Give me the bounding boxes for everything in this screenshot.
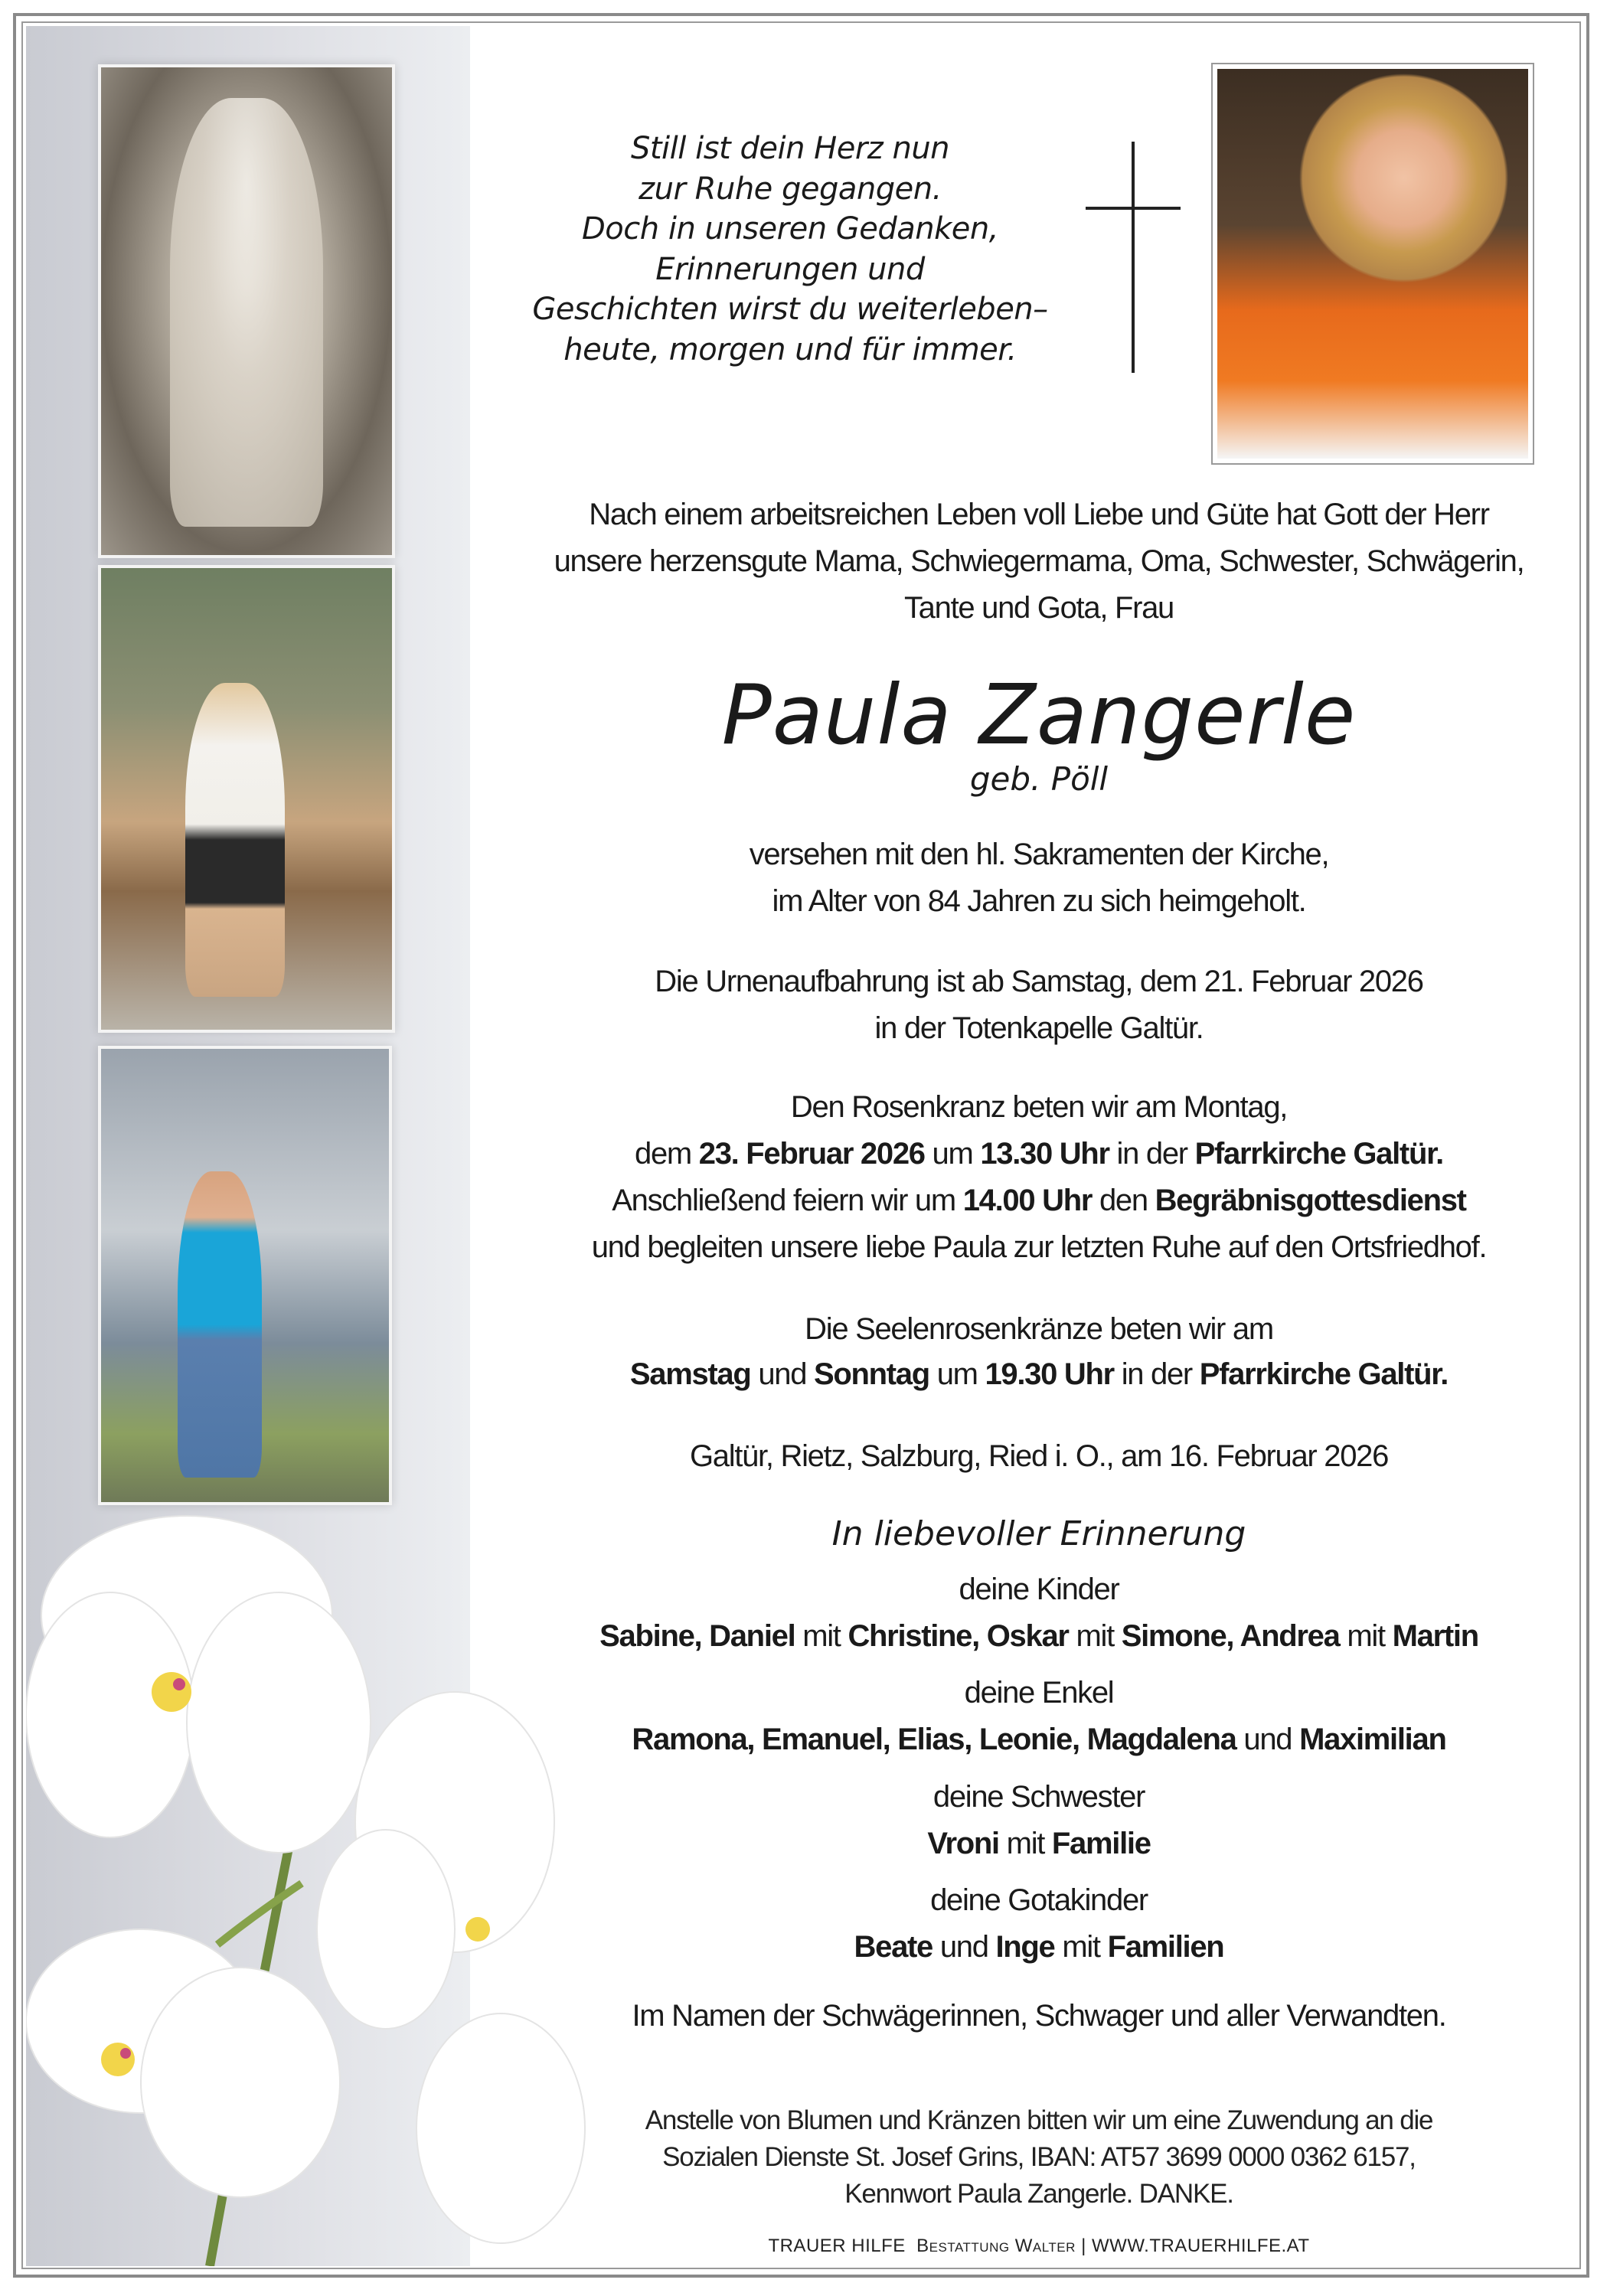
rosary-line: [488, 1181, 1590, 1220]
sister-names: [488, 1824, 1590, 1863]
company-name: Bestattung Walter: [916, 2236, 1076, 2256]
bold-text: Vroni: [927, 1827, 999, 1860]
donation-line: Sozialen Dienste St. Josef Grins, IBAN: AT57 3699 0000 0362 6157,: [662, 2142, 1416, 2172]
bold-text: Pfarrkirche Galtür.: [1199, 1357, 1449, 1391]
text: Anschließend feiern wir um: [612, 1184, 963, 1217]
poem-line: Geschichten wirst du weiterleben–: [532, 292, 1048, 327]
bold-text: Maximilian: [1299, 1723, 1446, 1756]
text: und: [750, 1357, 814, 1391]
poem-line: zur Ruhe gegangen.: [639, 171, 942, 207]
footer-separator: |: [1081, 2236, 1086, 2256]
grandchildren-names: [488, 1720, 1590, 1759]
main-text: [488, 0, 1590, 2296]
bold-text: Sonntag: [813, 1357, 929, 1391]
funeral-home-footer: [488, 2236, 1590, 2257]
sister-label: deine Schwester: [933, 1780, 1145, 1814]
bold-text: Sabine, Daniel: [599, 1619, 795, 1653]
children-names: [488, 1617, 1590, 1655]
godchildren-names: [488, 1928, 1590, 1966]
deceased-name: Paula Zangerle: [721, 668, 1357, 763]
rosary-line: [488, 1135, 1590, 1173]
donation-line: Kennwort Paula Zangerle. DANKE.: [844, 2179, 1233, 2209]
bold-text: Begräbnisgottesdienst: [1155, 1184, 1466, 1217]
place-date: Galtür, Rietz, Salzburg, Ried i. O., am 16. Februar 2026: [689, 1439, 1389, 1473]
text: mit: [795, 1619, 848, 1653]
text: Den Rosenkranz beten wir am Montag,: [790, 1090, 1288, 1124]
soul-rosary-line: [488, 1310, 1590, 1348]
sacraments-line: im Alter von 84 Jahren zu sich heimgeholt.: [772, 884, 1306, 918]
childhood-photo: [98, 64, 395, 558]
bold-text: 23. Februar 2026: [698, 1137, 925, 1171]
text: dem: [635, 1137, 699, 1171]
rosary-line: [488, 1228, 1590, 1266]
sacraments-line: versehen mit den hl. Sakramenten der Kirche,: [749, 838, 1329, 871]
bold-text: Samstag: [629, 1357, 751, 1391]
text: um: [929, 1357, 985, 1391]
text: Die Seelenrosenkränze beten wir am: [805, 1312, 1273, 1346]
bold-text: 13.30 Uhr: [980, 1137, 1109, 1171]
text: in der: [1113, 1357, 1200, 1391]
brand-name: TRAUER HILFE: [768, 2236, 906, 2256]
maiden-name: geb. Pöll: [969, 760, 1109, 798]
bold-text: Martin: [1392, 1619, 1478, 1653]
children-label: deine Kinder: [959, 1573, 1119, 1606]
website-link[interactable]: WWW.TRAUERHILFE.AT: [1092, 2236, 1310, 2256]
bold-text: Familie: [1051, 1827, 1151, 1860]
poem-line: Erinnerungen und: [655, 251, 925, 287]
bold-text: Christine, Oskar: [848, 1619, 1069, 1653]
poem-line: Doch in unseren Gedanken,: [582, 211, 998, 247]
viewing-line: Die Urnenaufbahrung ist ab Samstag, dem 21. Februar 2026: [655, 965, 1423, 998]
viewing-line: in der Totenkapelle Galtür.: [874, 1011, 1204, 1045]
text: um: [924, 1137, 981, 1171]
text: in der: [1109, 1137, 1195, 1171]
text: und: [933, 1930, 996, 1964]
text: den: [1092, 1184, 1155, 1217]
poem-line: Still ist dein Herz nun: [630, 131, 950, 166]
text: mit: [998, 1827, 1052, 1860]
mourners-heading: In liebevoller Erinnerung: [831, 1514, 1246, 1553]
woman-garden-photo: [98, 1046, 392, 1505]
bold-text: Beate: [854, 1930, 933, 1964]
intro-line: Tante und Gota, Frau: [903, 591, 1174, 625]
bold-text: Pfarrkirche Galtür.: [1194, 1137, 1443, 1171]
poem-line: heute, morgen und für immer.: [563, 331, 1017, 367]
donation-line: Anstelle von Blumen und Kränzen bitten wir um eine Zuwendung an die: [645, 2105, 1433, 2135]
relatives-line: Im Namen der Schwägerinnen, Schwager und aller Verwandten.: [632, 1999, 1446, 2033]
text: mit: [1054, 1930, 1108, 1964]
bold-text: Inge: [995, 1930, 1055, 1964]
text: mit: [1068, 1619, 1122, 1653]
bold-text: 19.30 Uhr: [985, 1357, 1114, 1391]
godchildren-label: deine Gotakinder: [930, 1883, 1148, 1917]
bold-text: 14.00 Uhr: [962, 1184, 1093, 1217]
text: und: [1236, 1723, 1300, 1756]
intro-line: Nach einem arbeitsreichen Leben voll Liebe und Güte hat Gott der Herr: [589, 498, 1489, 531]
intro-line: unsere herzensgute Mama, Schwiegermama, Oma, Schwester, Schwägerin,: [554, 544, 1524, 578]
text: und begleiten unsere liebe Paula zur letzten Ruhe auf den Ortsfriedhof.: [591, 1230, 1487, 1264]
rosary-line: [488, 1088, 1590, 1126]
bold-text: Ramona, Emanuel, Elias, Leonie, Magdalena: [632, 1723, 1236, 1756]
grandchildren-label: deine Enkel: [964, 1676, 1114, 1710]
soul-rosary-line: [488, 1355, 1590, 1393]
bold-text: Simone, Andrea: [1121, 1619, 1340, 1653]
bold-text: Familien: [1107, 1930, 1224, 1964]
text: mit: [1339, 1619, 1393, 1653]
young-woman-photo: [98, 565, 395, 1033]
